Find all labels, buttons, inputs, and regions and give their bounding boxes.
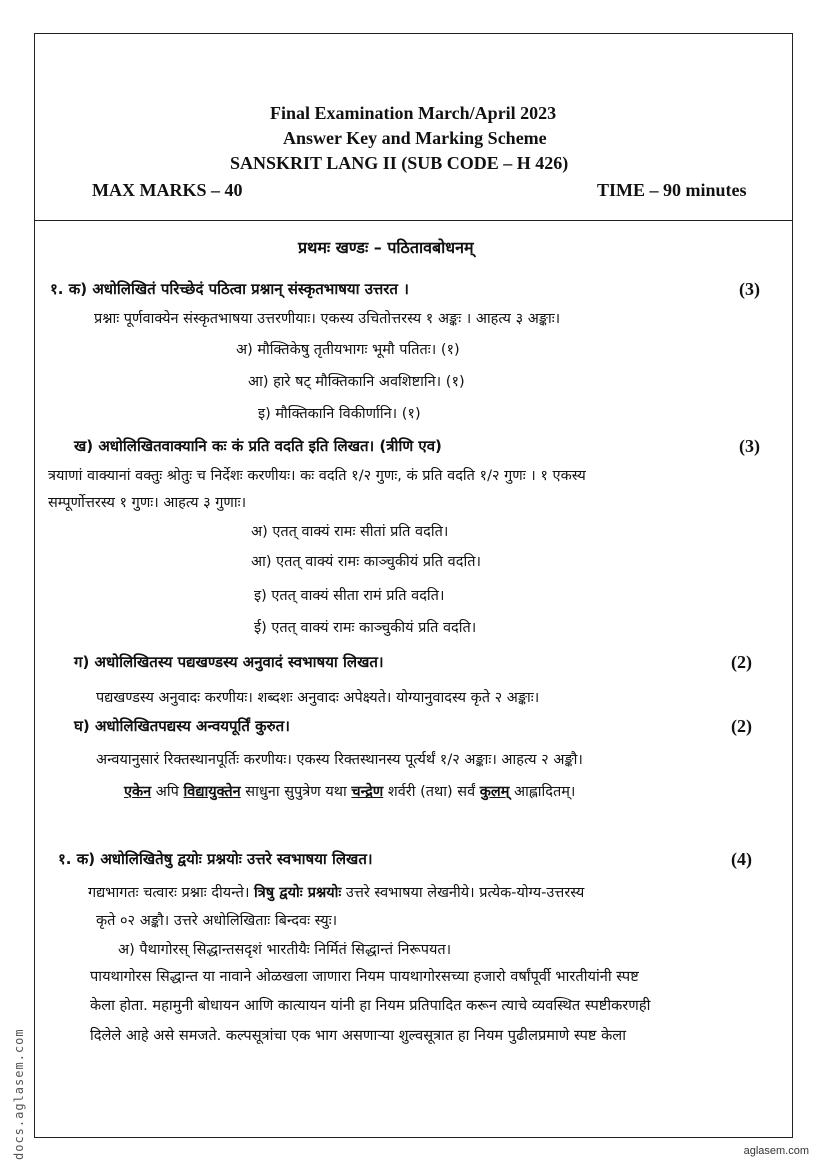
q1kh-answer-2: आ) एतत् वाक्यं रामः काञ्चुकीयं प्रति वदति। <box>251 554 481 570</box>
verse-blank-3: चन्द्रेण <box>351 784 384 800</box>
verse-blank-4: कुलम् <box>479 784 510 800</box>
q1gh-marks: (2) <box>731 716 752 736</box>
q1k-answer-3: इ) मौक्तिकानि विकीर्णानि। (१) <box>258 406 421 422</box>
watermark-left: docs.aglasem.com <box>12 1028 26 1160</box>
header-divider <box>34 220 793 221</box>
q2k-marks: (4) <box>731 849 752 869</box>
q2k-answer-line-1: पायथागोरस सिद्धान्त या नावाने ओळखला जाणारा नियम पायथागोरसच्या हजारो वर्षांपूर्वी भारतीयांनी स्पष्ट <box>90 968 639 985</box>
verse-text-3: शर्वरी (तथा) सर्वं <box>383 784 480 800</box>
q2k-heading: १. क) अधोलिखितेषु द्वयोः प्रश्नयोः उत्तरे स्वभाषया लिखत। <box>58 850 373 868</box>
q1k-answer-2: आ) हारे षट् मौक्तिकानि अवशिष्टानि। (१) <box>248 374 465 390</box>
q1kh-answer-3: इ) एतत् वाक्यं सीता रामं प्रति वदति। <box>254 588 445 604</box>
q1kh-answer-1: अ) एतत् वाक्यं रामः सीतां प्रति वदति। <box>251 524 449 540</box>
verse-text-1: अपि <box>151 784 184 800</box>
q1kh-answer-4: ई) एतत् वाक्यं रामः काञ्चुकीयं प्रति वदति। <box>254 620 477 636</box>
q2k-answer-line-3: दिलेले आहे असे समजते. कल्पसूत्रांचा एक भाग असणाऱ्या शुल्वसूत्रात हा नियम पुढीलप्रमाणे स्पष्ट केला <box>90 1027 626 1044</box>
q1gh-verse <box>124 781 575 801</box>
subject-code: SANSKRIT LANG II (SUB CODE – H 426) <box>230 153 569 173</box>
q1kh-instruction-2: सम्पूर्णोत्तरस्य १ गुणः। आहत्य ३ गुणाः। <box>48 495 247 511</box>
q2k-instruction-1a: गद्यभागतः चत्वारः प्रश्नाः दीयन्ते। <box>88 885 255 901</box>
exam-title: Final Examination March/April 2023 <box>270 103 557 123</box>
watermark-right: aglasem.com <box>743 1145 809 1157</box>
q1kh-marks: (3) <box>739 436 760 456</box>
q2k-instruction-1b: त्रिषु द्वयोः प्रश्नयोः <box>254 885 342 901</box>
q1k-marks: (3) <box>739 279 760 299</box>
q2k-sub-question: अ) पैथागोरस् सिद्धान्तसदृशं भारतीयैः निर्मितं सिद्धान्तं निरूपयत। <box>118 942 452 958</box>
q1kh-instruction-1: त्रयाणां वाक्यानां वक्तुः श्रोतुः च निर्देशः करणीयः। कः वदति १/२ गुणः, कं प्रति वदति १/२ गुणः । १ एकस्य <box>48 468 586 484</box>
q2k-instruction-1c: उत्तरे स्वभाषया लेखनीये। प्रत्येक-योग्य-उत्तरस्य <box>341 885 585 901</box>
q1g-heading: ग) अधोलिखितस्य पद्यखण्डस्य अनुवादं स्वभाषया लिखत। <box>74 653 384 671</box>
q1g-instruction: पद्यखण्डस्य अनुवादः करणीयः। शब्दशः अनुवादः अपेक्ष्यते। योग्यानुवादस्य कृते २ अङ्काः। <box>96 690 540 706</box>
q1gh-instruction: अन्वयानुसारं रिक्तस्थानपूर्तिः करणीयः। एकस्य रिक्तस्थानस्य पूर्त्यर्थं १/२ अङ्काः। आहत्य २ अङ्कौ। <box>96 752 583 768</box>
q2k-instruction-1 <box>88 882 584 902</box>
q1k-instruction: प्रश्नाः पूर्णवाक्येन संस्कृतभाषया उत्तरणीयाः। एकस्य उचितोत्तरस्य १ अङ्कः । आहत्य ३ अङ्काः। <box>94 311 561 327</box>
q2k-answer-line-2: केला होता. महामुनी बोधायन आणि कात्यायन यांनी हा नियम प्रतिपादित करून त्याचे व्यवस्थित स्पष्टीकरणही <box>90 997 651 1014</box>
verse-text-2: साधुना सुपुत्रेण यथा <box>240 784 352 800</box>
time-allowed: TIME – 90 minutes <box>597 180 747 200</box>
verse-blank-1: एकेन <box>124 784 152 800</box>
q1gh-heading: घ) अधोलिखितपद्यस्य अन्वयपूर्तिं कुरुत। <box>74 717 290 735</box>
q2k-instruction-2: कृते ०२ अङ्कौ। उत्तरे अधोलिखिताः बिन्दवः स्युः। <box>96 913 338 929</box>
q1k-answer-1: अ) मौक्तिकेषु तृतीयभागः भूमौ पतितः। (१) <box>236 342 460 358</box>
answer-key-title: Answer Key and Marking Scheme <box>283 128 547 148</box>
max-marks: MAX MARKS – 40 <box>92 180 243 200</box>
verse-blank-2: विद्यायुक्तेन <box>183 784 241 800</box>
q1k-heading: १. क) अधोलिखितं परिच्छेदं पठित्वा प्रश्नान् संस्कृतभाषया उत्तरत । <box>50 280 409 298</box>
section-title: प्रथमः खण्डः – पठितावबोधनम् <box>298 238 474 257</box>
verse-text-4: आह्लादितम्। <box>509 784 576 800</box>
q1kh-heading: ख) अधोलिखितवाक्यानि कः कं प्रति वदति इति लिखत। (त्रीणि एव) <box>74 437 442 455</box>
q1g-marks: (2) <box>731 652 752 672</box>
